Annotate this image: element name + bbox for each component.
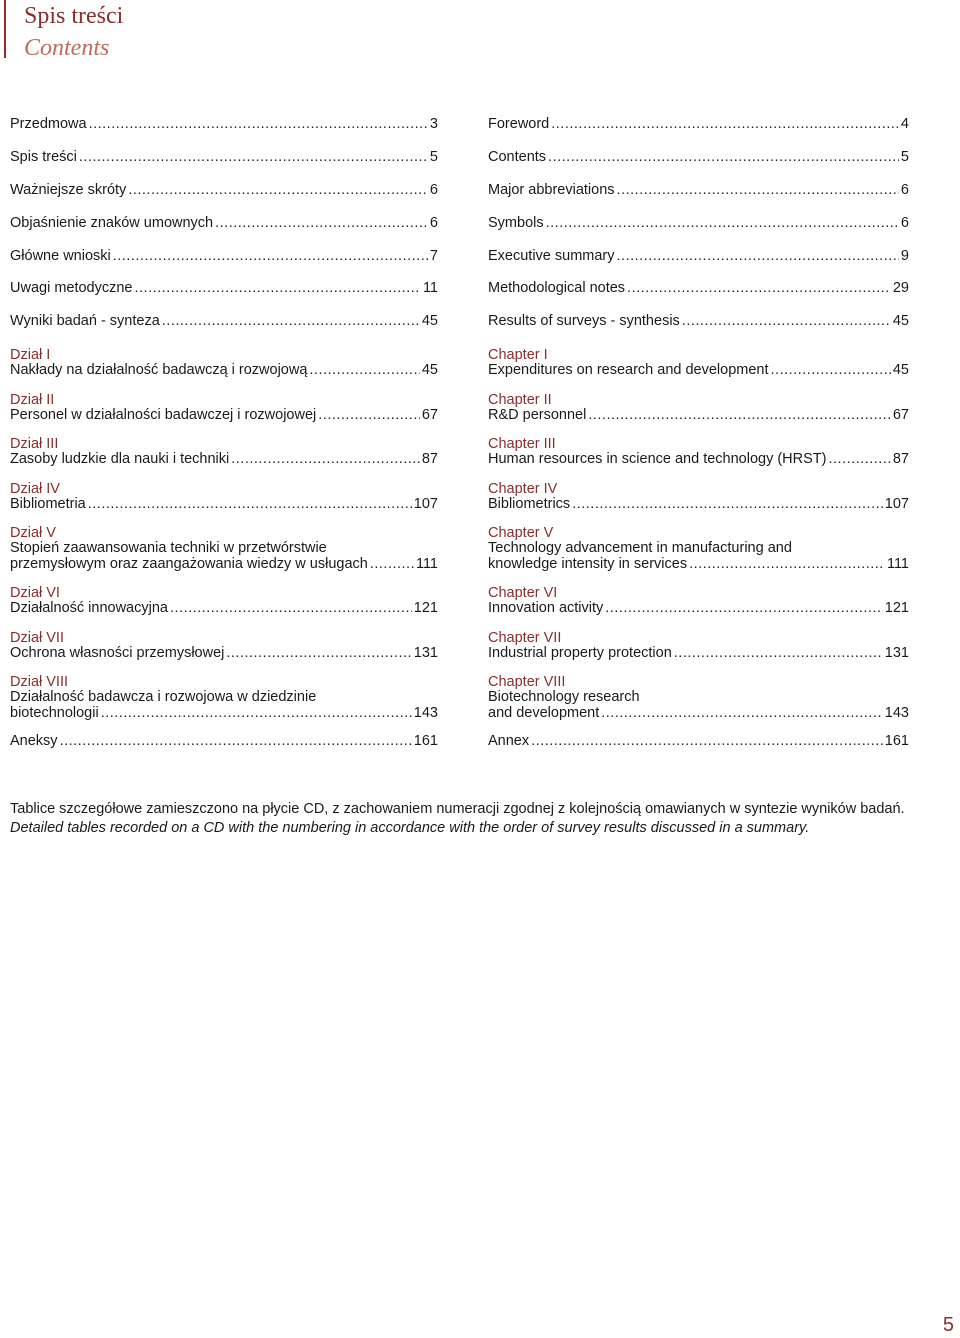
toc-page-number: 111 xyxy=(886,555,909,572)
toc-entry-row[interactable] xyxy=(10,408,438,424)
toc-entry-row[interactable] xyxy=(488,249,909,265)
toc-page-number: 143 xyxy=(413,704,438,721)
toc-entry[interactable] xyxy=(488,150,909,166)
chapter-label: Chapter VI xyxy=(488,585,558,602)
dot-leader xyxy=(588,408,891,424)
dot-leader xyxy=(162,314,420,330)
toc-chapter-entry[interactable] xyxy=(10,674,438,721)
dot-leader xyxy=(689,557,885,573)
toc-entry-row[interactable] xyxy=(488,281,909,297)
toc-chapter-entry[interactable] xyxy=(10,392,438,424)
chapter-label: Dział III xyxy=(10,436,59,453)
toc-page-number: 87 xyxy=(892,451,909,468)
toc-entry-title: Uwagi metodyczne xyxy=(10,280,133,297)
toc-entry-row[interactable] xyxy=(488,452,909,468)
chapter-label: Dział I xyxy=(10,347,51,364)
chapter-label: Chapter VIII xyxy=(488,674,566,691)
toc-entry-row[interactable] xyxy=(10,150,438,166)
toc-annex-entry[interactable] xyxy=(488,734,909,750)
toc-entry[interactable] xyxy=(488,281,909,297)
toc-entry-row[interactable] xyxy=(10,557,438,573)
chapter-label: Chapter III xyxy=(488,436,556,453)
toc-entry-title: Spis treści xyxy=(10,148,77,165)
toc-entry-title: Contents xyxy=(488,148,547,165)
toc-entry-title: Bibliometrics xyxy=(488,495,571,512)
dot-leader xyxy=(771,363,891,379)
toc-entry-row[interactable] xyxy=(488,601,909,617)
toc-chapter-entry[interactable] xyxy=(10,585,438,617)
chapter-label: Dział VIII xyxy=(10,674,69,691)
dot-leader xyxy=(617,249,899,265)
toc-entry[interactable] xyxy=(488,183,909,199)
toc-chapter-entry[interactable] xyxy=(488,347,909,379)
toc-page-number: 121 xyxy=(884,600,909,617)
toc-entry-row[interactable] xyxy=(488,314,909,330)
chapter-title-line: Działalność badawcza i rozwojowa w dziedzinie xyxy=(10,689,317,706)
toc-entry-title: Objaśnienie znaków umownych xyxy=(10,214,214,231)
toc-entry[interactable] xyxy=(10,314,438,330)
toc-entry-title: Nakłady na działalność badawczą i rozwojową xyxy=(10,362,308,379)
title-polish: Spis treści xyxy=(24,3,124,29)
toc-page-number: 45 xyxy=(892,362,909,379)
toc-entry-title: Human resources in science and technology (HRST) xyxy=(488,451,827,468)
toc-entry-title: and development xyxy=(488,704,600,721)
toc-page-number: 6 xyxy=(429,181,438,198)
toc-entry-row[interactable] xyxy=(10,601,438,617)
toc-entry[interactable] xyxy=(10,117,438,133)
chapter-label: Dział IV xyxy=(10,480,60,497)
toc-entry[interactable] xyxy=(10,281,438,297)
toc-page-number: 4 xyxy=(900,116,909,132)
toc-entry-row[interactable] xyxy=(488,497,909,513)
chapter-label: Dział VI xyxy=(10,585,60,602)
dot-leader xyxy=(215,216,428,232)
toc-entry[interactable] xyxy=(488,117,909,133)
toc-column-english xyxy=(488,117,909,763)
toc-chapter-entry[interactable] xyxy=(488,436,909,468)
toc-page-number: 111 xyxy=(415,555,438,572)
toc-page-number: 3 xyxy=(429,116,438,132)
dot-leader xyxy=(88,497,412,513)
toc-entry-title: R&D personnel xyxy=(488,406,587,423)
toc-page-number: 67 xyxy=(421,406,438,423)
toc-entry-row[interactable] xyxy=(488,408,909,424)
toc-entry-title: Symbols xyxy=(488,214,544,231)
toc-entry-row[interactable] xyxy=(10,452,438,468)
dot-leader xyxy=(101,706,412,722)
toc-page-number: 87 xyxy=(421,451,438,468)
toc-entry-row[interactable] xyxy=(10,497,438,513)
toc-entry-title: Foreword xyxy=(488,116,550,132)
toc-page-number: 6 xyxy=(900,181,909,198)
dot-leader xyxy=(674,646,883,662)
dot-leader xyxy=(231,452,420,468)
chapter-label: Chapter VII xyxy=(488,629,562,646)
toc-entry[interactable] xyxy=(10,216,438,232)
toc-entry-row[interactable] xyxy=(488,734,909,750)
notes xyxy=(10,801,910,837)
toc-page-number: 45 xyxy=(421,313,438,330)
toc-chapter-entry[interactable] xyxy=(10,436,438,468)
toc-entry-title: Główne wnioski xyxy=(10,247,111,264)
toc-entry-row[interactable] xyxy=(10,734,438,750)
toc-page-number: 6 xyxy=(900,214,909,231)
toc-page-number: 7 xyxy=(429,247,438,264)
page-header xyxy=(4,0,124,61)
chapter-label: Chapter II xyxy=(488,391,552,408)
toc-entry[interactable] xyxy=(10,150,438,166)
toc-entry[interactable] xyxy=(488,216,909,232)
chapter-label: Dział II xyxy=(10,391,55,408)
dot-leader xyxy=(682,314,891,330)
toc-entry-row[interactable] xyxy=(488,363,909,379)
dot-leader xyxy=(318,408,420,424)
toc-entry-title: Annex xyxy=(488,733,530,750)
dot-leader xyxy=(170,601,412,617)
toc-entry[interactable] xyxy=(488,249,909,265)
toc-page-number: 29 xyxy=(892,280,909,297)
toc-entry-title: przemysłowym oraz zaangażowania wiedzy w usługach xyxy=(10,555,368,572)
toc-entry-title: Personel w działalności badawczej i rozwojowej xyxy=(10,406,317,423)
toc-page-number: 161 xyxy=(413,733,438,750)
dot-leader xyxy=(79,150,428,166)
note-english: Detailed tables recorded on a CD with the numbering in accordance with the order of survey results discussed in a summary. xyxy=(10,820,810,836)
chapter-label: Chapter I xyxy=(488,347,548,364)
toc-entry-title: Innovation activity xyxy=(488,600,604,617)
dot-leader xyxy=(548,150,899,166)
dot-leader xyxy=(226,646,411,662)
toc-entry-row[interactable] xyxy=(488,646,909,662)
toc-entry-row[interactable] xyxy=(10,706,438,722)
dot-leader xyxy=(89,117,428,133)
toc-chapter-entry[interactable] xyxy=(10,630,438,662)
toc-entry-row[interactable] xyxy=(10,249,438,265)
toc-entry-title: knowledge intensity in services xyxy=(488,555,688,572)
toc-entry-title: Ważniejsze skróty xyxy=(10,181,127,198)
dot-leader xyxy=(601,706,883,722)
toc-entry-row[interactable] xyxy=(10,646,438,662)
toc-entry-row[interactable] xyxy=(488,183,909,199)
dot-leader xyxy=(128,183,428,199)
chapter-label: Chapter V xyxy=(488,525,554,542)
toc-chapter-entry[interactable] xyxy=(488,392,909,424)
chapter-title-line: Biotechnology research xyxy=(488,689,640,706)
toc-entry-row[interactable] xyxy=(10,363,438,379)
toc-entry-row[interactable] xyxy=(10,216,438,232)
chapter-title-line: Technology advancement in manufacturing and xyxy=(488,540,792,557)
dot-leader xyxy=(60,734,412,750)
toc-entry-title: Major abbreviations xyxy=(488,181,615,198)
toc-page-number: 11 xyxy=(422,280,438,297)
toc-entry-title: Działalność innowacyjna xyxy=(10,600,168,617)
dot-leader xyxy=(551,117,899,133)
dot-leader xyxy=(309,363,419,379)
toc-chapter-entry[interactable] xyxy=(488,674,909,721)
toc-page-number: 131 xyxy=(413,644,438,661)
toc-entry-title: Przedmowa xyxy=(10,116,87,132)
toc-entry-title: Ochrona własności przemysłowej xyxy=(10,644,225,661)
toc-page-number: 131 xyxy=(884,644,909,661)
toc-chapter-entry[interactable] xyxy=(10,481,438,513)
dot-leader xyxy=(370,557,414,573)
toc-chapter-entry[interactable] xyxy=(10,347,438,379)
toc-entry-title: Executive summary xyxy=(488,247,615,264)
toc-entry-row[interactable] xyxy=(488,216,909,232)
toc-entry-title: Aneksy xyxy=(10,733,58,750)
chapter-label: Chapter IV xyxy=(488,480,558,497)
chapter-title-line: Stopień zaawansowania techniki w przetwórstwie xyxy=(10,540,327,557)
toc-entry-row[interactable] xyxy=(10,183,438,199)
toc-page-number: 143 xyxy=(884,704,909,721)
toc-page-number: 5 xyxy=(900,148,909,165)
dot-leader xyxy=(605,601,883,617)
toc-chapter-entry[interactable] xyxy=(488,585,909,617)
toc-page-number: 45 xyxy=(421,362,438,379)
toc-entry-title: Industrial property protection xyxy=(488,644,672,661)
dot-leader xyxy=(627,281,891,297)
toc-page-number: 107 xyxy=(413,495,438,512)
toc-entry-title: biotechnologii xyxy=(10,704,99,721)
toc-page-number: 107 xyxy=(884,495,909,512)
toc-annex-entry[interactable] xyxy=(10,734,438,750)
toc-page-number: 67 xyxy=(892,406,909,423)
toc-entry[interactable] xyxy=(488,314,909,330)
toc-chapter-entry[interactable] xyxy=(488,525,909,572)
toc-entry-row[interactable] xyxy=(488,706,909,722)
toc-page-number: 121 xyxy=(413,600,438,617)
note-polish: Tablice szczegółowe zamieszczono na płycie CD, z zachowaniem numeracji zgodnej z kolejnością omawianych w syntezie wyników badań. xyxy=(10,801,905,817)
toc-entry-title: Wyniki badań - synteza xyxy=(10,313,160,330)
toc-page-number: 161 xyxy=(884,733,909,750)
toc-entry-row[interactable] xyxy=(488,117,909,133)
toc-entry-row[interactable] xyxy=(488,557,909,573)
dot-leader xyxy=(617,183,899,199)
dot-leader xyxy=(135,281,421,297)
toc-entry-title: Zasoby ludzkie dla nauki i techniki xyxy=(10,451,230,468)
chapter-label: Dział V xyxy=(10,525,56,542)
dot-leader xyxy=(828,452,890,468)
page-number: 5 xyxy=(942,1314,954,1336)
toc-page-number: 6 xyxy=(429,214,438,231)
toc-column-polish xyxy=(10,117,438,763)
toc-entry[interactable] xyxy=(10,249,438,265)
dot-leader xyxy=(546,216,899,232)
toc-entry-title: Expenditures on research and development xyxy=(488,362,769,379)
toc-entry-title: Results of surveys - synthesis xyxy=(488,313,680,330)
toc-page-number: 45 xyxy=(892,313,909,330)
toc-entry-row[interactable] xyxy=(10,314,438,330)
toc-entry-row[interactable] xyxy=(10,281,438,297)
toc-entry-row[interactable] xyxy=(10,117,438,133)
toc-page-number: 5 xyxy=(429,148,438,165)
toc-entry-row[interactable] xyxy=(488,150,909,166)
toc-chapter-entry[interactable] xyxy=(488,630,909,662)
title-english: Contents xyxy=(24,35,110,61)
dot-leader xyxy=(113,249,428,265)
toc-entry-title: Methodological notes xyxy=(488,280,626,297)
toc-page-number: 9 xyxy=(900,247,909,264)
toc-chapter-entry[interactable] xyxy=(10,525,438,572)
toc-entry-title: Bibliometria xyxy=(10,495,86,512)
chapter-label: Dział VII xyxy=(10,629,64,646)
dot-leader xyxy=(572,497,883,513)
toc-entry[interactable] xyxy=(10,183,438,199)
dot-leader xyxy=(531,734,883,750)
toc-chapter-entry[interactable] xyxy=(488,481,909,513)
